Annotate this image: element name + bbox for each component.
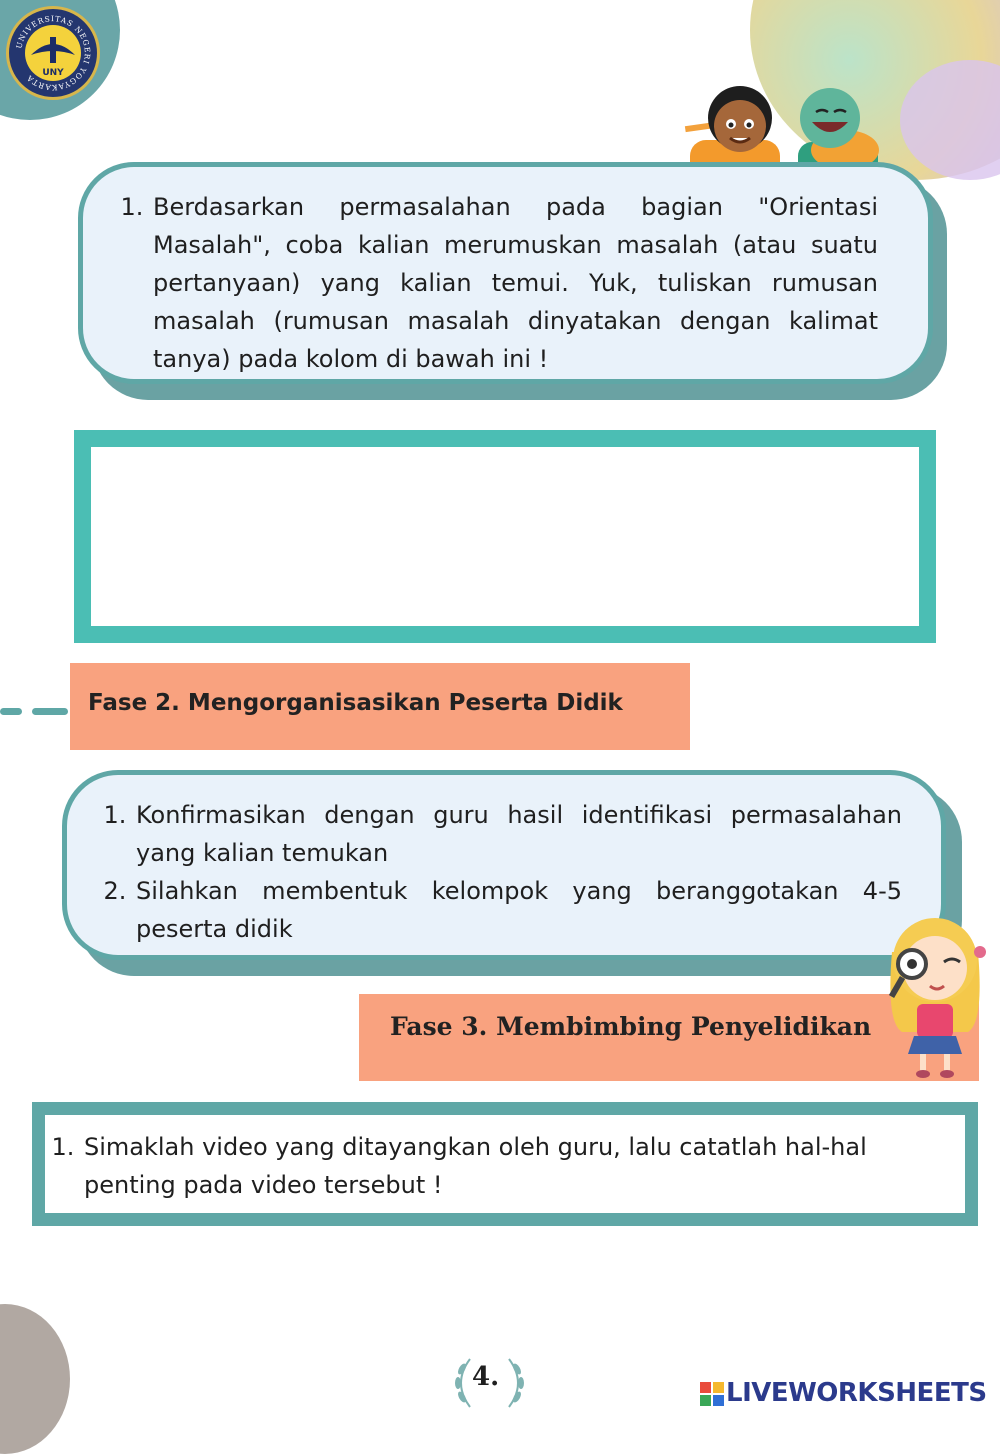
answer-input-frame[interactable]	[74, 430, 936, 643]
svg-text:UNIVERSITAS NEGERI YOGYAKARTA: UNIVERSITAS NEGERI YOGYAKARTA	[14, 14, 92, 92]
laurel-right-icon	[505, 1355, 529, 1411]
watermark-text: LIVEWORKSHEETS	[726, 1378, 987, 1408]
question-box-text	[125, 188, 878, 378]
decorative-blob-bottom-left	[0, 1304, 70, 1454]
list-item: 1. Berdasarkan permasalahan pada bagian "Orientasi Masalah", coba kalian merumuskan masalah (atau suatu pertanyaan) yang kalian temui. Yuk, tuliskan rumusan masalah (rumusan masalah dinyatakan dengan kalimat tanya) pada kolom di bawah ini !	[151, 188, 878, 378]
logo-emblem	[25, 25, 81, 81]
page-number: 4.	[472, 1362, 500, 1392]
university-logo	[6, 6, 100, 100]
laurel-left-icon	[450, 1355, 474, 1411]
decorative-dash	[32, 708, 68, 715]
svg-text:UNY: UNY	[42, 68, 64, 78]
list-item: 2. Silahkan membentuk kelompok yang beranggotakan 4-5 peserta didik	[134, 872, 902, 948]
decorative-dash	[0, 708, 22, 715]
list-item: 1. Konfirmasikan dengan guru hasil identifikasi permasalahan yang kalian temukan	[134, 796, 902, 872]
list-item: 1. Simaklah video yang ditayangkan oleh guru, lalu catatlah hal-hal penting pada video tersebut !	[82, 1128, 936, 1204]
phase-3-title: Fase 3. Membimbing Penyelidikan	[390, 1012, 872, 1041]
girl-with-magnifier-illustration	[872, 912, 998, 1080]
phase-3-task-text	[56, 1128, 936, 1204]
liveworksheets-logo-icon	[700, 1382, 724, 1406]
phase-2-title: Fase 2. Mengorganisasikan Peserta Didik	[88, 690, 623, 716]
phase-2-box-text	[108, 796, 902, 948]
